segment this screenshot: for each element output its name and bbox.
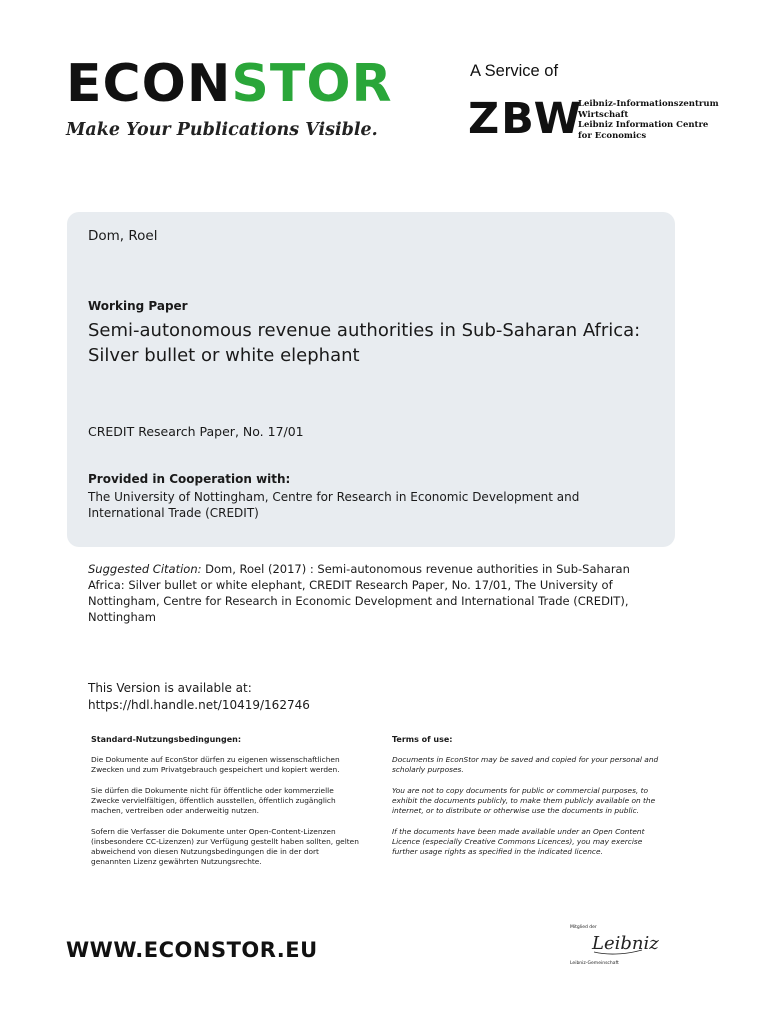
terms-de-paragraph: Die Dokumente auf EconStor dürfen zu eigenen wissenschaftlichen Zwecken und zum Privatgebrauch gespeichert und kopiert werden.: [91, 755, 340, 774]
leibniz-bottom-text: Leibniz-Gemeinschaft: [570, 961, 619, 966]
service-label: A Service of: [470, 62, 559, 80]
provided-by: The University of Nottingham, Centre for Research in Economic Development and International Trade (CREDIT): [88, 490, 580, 520]
logo-stor: STOR: [231, 54, 393, 114]
econstor-logo[interactable]: [66, 54, 393, 114]
terms-de-paragraph: Sofern die Verfasser die Dokumente unter Open-Content-Lizenzen (insbesondere CC-Lizenzen) zur Verfügung gestellt haben sollten, gelten abweichend von diesen Nutzungsbedingungen die in der dort genannten Lizenz gewährten Nutzungsrechte.: [91, 827, 359, 866]
zbw-line: Wirtschaft: [578, 109, 629, 120]
citation-label: Suggested Citation:: [88, 562, 202, 576]
citation-text: Dom, Roel (2017) : Semi-autonomous revenue authorities in Sub-Saharan Africa: Silver bullet or white elephant, CREDIT Research Paper, No. 17/01, The University of Nottingham, Centre for Research in Economic Development and International Trade (CREDIT), Nottingham: [88, 562, 630, 624]
leibniz-script: Leibniz: [592, 933, 659, 954]
leibniz-signature-icon: [566, 922, 659, 972]
provided-label: Provided in Cooperation with:: [88, 472, 291, 486]
leibniz-top-text: Mitglied der: [570, 925, 597, 930]
footer-url[interactable]: WWW.ECONSTOR.EU: [66, 938, 318, 962]
zbw-line: Leibniz-Informationszentrum: [578, 99, 719, 109]
zbw-line: for Economics: [578, 130, 647, 141]
terms-en-paragraph: If the documents have been made available under an Open Content Licence (especially Creative Commons Licences), you may exercise further usage rights as specified in the indicated licence.: [392, 827, 645, 856]
logo-econ: ECON: [66, 54, 232, 114]
zbw-logo[interactable]: ZBW: [468, 94, 584, 144]
terms-en-paragraph: You are not to copy documents for public or commercial purposes, to exhibit the documents publicly, to make them publicly available on the internet, or to distribute or otherwise use the documents in public.: [392, 786, 656, 815]
tagline: Make Your Publications Visible.: [66, 120, 378, 140]
handle-link[interactable]: https://hdl.handle.net/10419/162746: [88, 698, 310, 712]
terms-de-paragraph: Sie dürfen die Dokumente nicht für öffentliche oder kommerzielle Zwecke vervielfältigen, öffentlich ausstellen, öffentlich zugänglich machen, vertreiben oder anderweitig nutzen.: [91, 786, 336, 815]
leibniz-logo: [566, 922, 659, 972]
terms-en-heading: Terms of use:: [392, 735, 453, 744]
version-label: This Version is available at:: [88, 681, 252, 695]
document-title: Semi-autonomous revenue authorities in Sub-Saharan Africa: Silver bullet or white elephant: [88, 320, 641, 366]
author: Dom, Roel: [88, 228, 158, 244]
terms-de-heading: Standard-Nutzungsbedingungen:: [91, 735, 242, 744]
series: CREDIT Research Paper, No. 17/01: [88, 424, 304, 439]
document-type: Working Paper: [88, 299, 188, 313]
suggested-citation: [88, 561, 668, 625]
zbw-line: Leibniz Information Centre: [578, 120, 709, 130]
terms-en-paragraph: Documents in EconStor may be saved and copied for your personal and scholarly purposes.: [392, 755, 659, 774]
zbw-name: [578, 99, 719, 141]
